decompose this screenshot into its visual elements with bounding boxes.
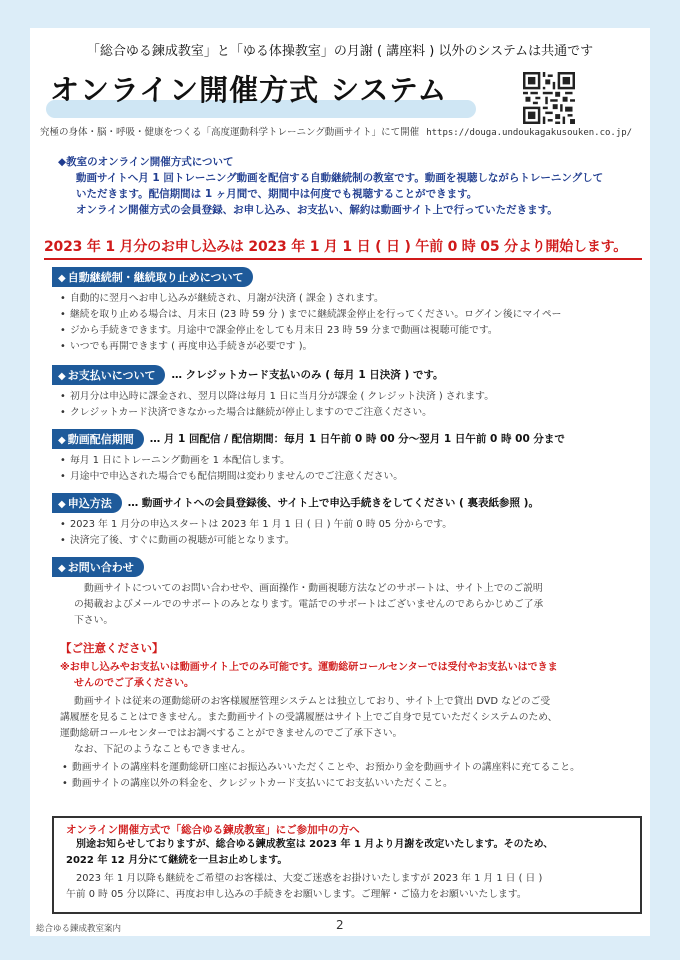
section-apply	[52, 492, 642, 549]
subtitle-line	[40, 124, 645, 138]
intro-line: いただきます。配信期間は 1 ヶ月間で、期間中は何度でも視聴することができます。	[76, 188, 478, 200]
list-item: • 2023 年 1 月分の申込スタートは 2023 年 1 月 1 日 ( 日 ) 午前 0 時 05 分からです。	[58, 517, 642, 533]
top-note: 「総合ゆる鍊成教室」と「ゆる体操教室」の月謝 ( 講座料 ) 以外のシステムは共通です	[86, 44, 594, 59]
notice-text: 2023 年 1 月以降も継続をご希望のお客様は、大変ご迷惑をお掛けいたしますが 2023 年 1 月 1 日 ( 日 ) 午前 0 時 05 分以降に、再度お申し込みの手続きをお願いします。ご理解・ご協力をお願いいたします。	[66, 873, 543, 900]
section-title: … クレジットカード支払いのみ ( 毎月 1 日決済 ) です。	[171, 369, 444, 381]
list-item: • いつでも再開できます ( 再度申込手続きが必要です )。	[58, 339, 642, 355]
caution-heading: 【ご注意ください】	[60, 641, 164, 655]
intro-line: 動画サイトへ月 1 回トレーニング動画を配信する自動継続制の教室です。動画を視聴しながらトレーニングして	[76, 172, 604, 184]
site-url-link[interactable]: https://douga.undoukagakusouken.co.jp/	[426, 128, 633, 138]
section-label: ◆ お支払いについて	[52, 365, 165, 385]
section-label: ◆ お問い合わせ	[52, 557, 144, 577]
notice-heading: オンライン開催方式で「総合ゆる鍊成教室」にご参加中の方へ	[66, 824, 360, 836]
section-payment	[52, 364, 642, 421]
section-label: ◆ 自動継続制・継続取り止めについて	[52, 267, 253, 287]
section-title: … 動画サイトへの会員登録後、サイト上で申込手続きをしてください ( 裏表紙参照 )。	[127, 497, 539, 509]
page	[30, 28, 650, 936]
section-label: ◆ 動画配信期間	[52, 429, 144, 449]
page-title: オンライン開催方式 システム	[50, 73, 448, 107]
notice-box	[52, 816, 642, 914]
list-item-continued: • ジから手続きできます。月途中で課金停止をしても月末日 23 時 59 分まで動画は視聴可能です。	[58, 323, 642, 339]
list-item: • 決済完了後、すぐに動画の視聴が可能となります。	[58, 533, 642, 549]
list-item: • 自動的に翌月へお申し込みが継続され、月謝が決済 ( 課金 ) されます。	[58, 291, 642, 307]
subtitle: 究極の身体・脳・呼吸・健康をつくる「高度運動科学トレーニング動画サイト」にて開催	[40, 127, 420, 138]
list-item: • 月途中で申込された場合でも配信期間は変わりませんのでご注意ください。	[58, 469, 642, 485]
list-item: • クレジットカード決済できなかった場合は継続が停止しますのでご注意ください。	[58, 405, 642, 421]
qr-code-icon[interactable]	[523, 72, 575, 124]
section-delivery	[52, 428, 642, 485]
list-item: • 動画サイトの講座以外の料金を、クレジットカード支払いにてお支払いいただくこと。	[60, 776, 640, 792]
section-title: … 月 1 回配信 / 配信期間：毎月 1 日午前 0 時 00 分～翌月 1 日午前 0 時 00 分まで	[149, 433, 565, 445]
start-date-banner: 2023 年 1 月分のお申し込みは 2023 年 1 月 1 日 ( 日 ) 午前 0 時 05 分より開始します。	[44, 236, 642, 260]
list-item: • 毎月 1 日にトレーニング動画を 1 本配信します。	[58, 453, 642, 469]
list-item: • 動画サイトの講座料を運動総研口座にお振込みいいただくことや、お預かり金を動画サイトの講座料に充てること。	[60, 760, 640, 776]
section-auto-renewal	[52, 266, 642, 355]
page-number: 2	[336, 918, 344, 932]
section-label: ◆ 申込方法	[52, 493, 122, 513]
intro-block	[58, 154, 638, 218]
caution-body: 動画サイトは従来の運動総研のお客様履歴管理システムとは独立しており、サイト上で貸出 DVD などのご受 講履歴を見ることはできません。また動画サイトの受講履歴はサイト上でご自身で見ていただくシステムのため、 運動総研コールセンターではお調べすることができませんのでご了承下さい。 なお、下記のようなこともできません。 • 動画サイトの講座料を運動総研口座にお振込みいいただくことや、お預かり金を動画サイトの講座料に充てること。 • 動画サイトの講座以外の料金を、クレジットカード支払いにてお支払いいただくこと。	[60, 694, 640, 792]
intro-heading: ◆教室のオンライン開催方式について	[58, 156, 234, 168]
list-item: • 初月分は申込時に課金され、翌月以降は毎月 1 日に当月分が課金 ( クレジット決済 ) されます。	[58, 389, 642, 405]
footer-label: 総合ゆる鍊成教室案内	[36, 924, 122, 934]
section-contact	[52, 556, 642, 629]
notice-bold-text: 別途お知らせしておりますが、総合ゆる鍊成教室は 2023 年 1 月より月謝を改定いたします。そのため、 2022 年 12 月分にて継続を一旦お止めします。	[66, 839, 554, 866]
title-block	[46, 68, 476, 120]
caution-red-text: ※お申し込みやお支払いは動画サイト上でのみ可能です。運動総研コールセンターでは受付やお支払いはできま せんのでご了承ください。	[60, 662, 558, 689]
list-item: • 継続を取り止める場合は、月末日 (23 時 59 分 ) までに継続課金停止を行ってください。ログイン後にマイペー	[58, 307, 642, 323]
contact-text: 動画サイトについてのお問い合わせや、画面操作・動画視聴方法などのサポートは、サイト上でのご説明 の掲載およびメールでのサポートのみとなります。電話でのサポートはございませんのであらかじめご了承 下さい。	[74, 582, 544, 626]
intro-line: オンライン開催方式の会員登録、お申し込み、お支払い、解約は動画サイト上で行っていただきます。	[76, 204, 558, 216]
